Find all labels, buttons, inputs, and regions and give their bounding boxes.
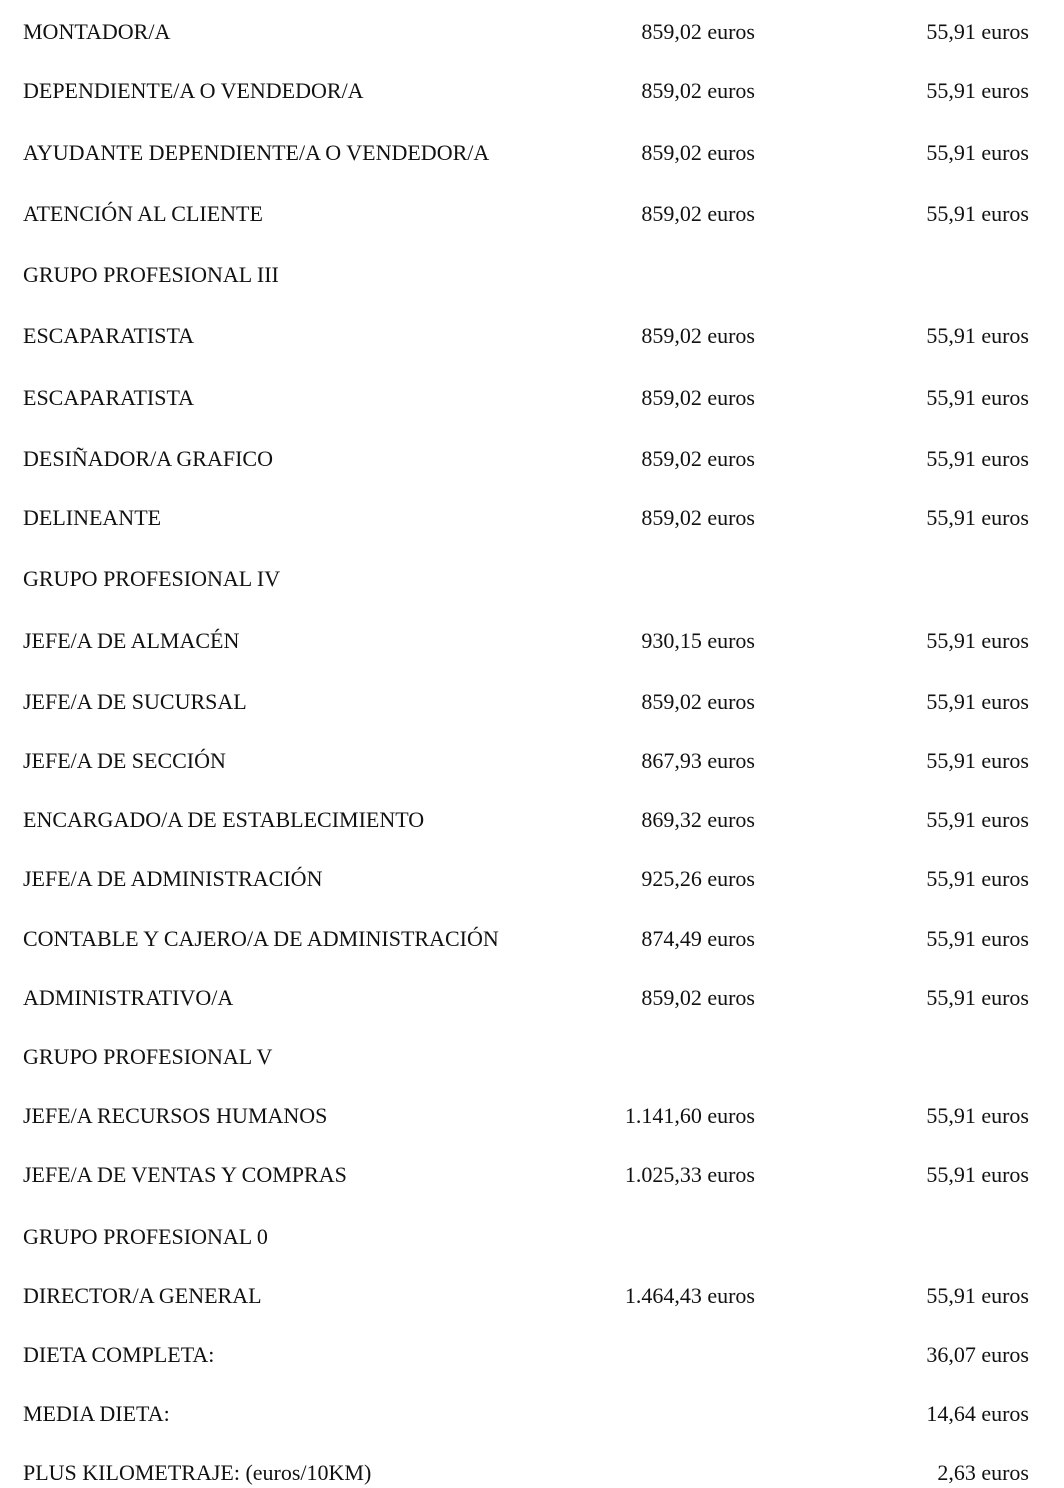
group-heading-row bbox=[0, 564, 1064, 594]
plus-value: 55,91 euros bbox=[926, 689, 1029, 714]
table-row bbox=[0, 687, 1064, 717]
allowance-label: PLUS KILOMETRAJE: (euros/10KM) bbox=[23, 1460, 372, 1485]
table-row bbox=[0, 321, 1064, 351]
category-label: DESIÑADOR/A GRAFICO bbox=[23, 446, 273, 471]
plus-value: 55,91 euros bbox=[926, 866, 1029, 891]
plus-value: 55,91 euros bbox=[926, 140, 1029, 165]
category-label: ENCARGADO/A DE ESTABLECIMIENTO bbox=[23, 807, 425, 832]
plus-value: 55,91 euros bbox=[926, 1162, 1029, 1187]
allowance-label: MEDIA DIETA: bbox=[23, 1401, 170, 1426]
table-row bbox=[0, 199, 1064, 229]
salary-value: 859,02 euros bbox=[641, 323, 755, 348]
salary-value: 869,32 euros bbox=[641, 807, 755, 832]
allowance-value: 36,07 euros bbox=[926, 1342, 1029, 1367]
category-label: JEFE/A DE VENTAS Y COMPRAS bbox=[23, 1162, 347, 1187]
plus-value: 55,91 euros bbox=[926, 446, 1029, 471]
salary-value: 874,49 euros bbox=[641, 926, 755, 951]
salary-value: 859,02 euros bbox=[641, 689, 755, 714]
plus-value: 55,91 euros bbox=[926, 19, 1029, 44]
table-row bbox=[0, 444, 1064, 474]
plus-value: 55,91 euros bbox=[926, 628, 1029, 653]
category-label: ESCAPARATISTA bbox=[23, 385, 195, 410]
salary-value: 1.464,43 euros bbox=[624, 1283, 755, 1308]
salary-value: 925,26 euros bbox=[641, 866, 755, 891]
table-row bbox=[0, 864, 1064, 894]
salary-value: 859,02 euros bbox=[641, 446, 755, 471]
table-row bbox=[0, 746, 1064, 776]
category-label: DELINEANTE bbox=[23, 505, 162, 530]
table-row bbox=[0, 383, 1064, 413]
plus-value: 55,91 euros bbox=[926, 385, 1029, 410]
table-row bbox=[0, 924, 1064, 954]
category-label: JEFE/A RECURSOS HUMANOS bbox=[23, 1103, 328, 1128]
category-label: CONTABLE Y CAJERO/A DE ADMINISTRACIÓN bbox=[23, 926, 499, 951]
category-label: ATENCIÓN AL CLIENTE bbox=[23, 201, 263, 226]
category-label: ESCAPARATISTA bbox=[23, 323, 195, 348]
table-row bbox=[0, 138, 1064, 168]
group-heading-row bbox=[0, 1042, 1064, 1072]
category-label: JEFE/A DE SECCIÓN bbox=[23, 748, 226, 773]
category-label: JEFE/A DE ALMACÉN bbox=[23, 628, 240, 653]
allowance-value: 14,64 euros bbox=[926, 1401, 1029, 1426]
category-label: MONTADOR/A bbox=[23, 19, 171, 44]
salary-value: 859,02 euros bbox=[641, 140, 755, 165]
plus-value: 55,91 euros bbox=[926, 807, 1029, 832]
salary-value: 930,15 euros bbox=[641, 628, 755, 653]
table-row bbox=[0, 1281, 1064, 1311]
allowance-row bbox=[0, 1458, 1064, 1488]
table-row bbox=[0, 17, 1064, 47]
category-label: ADMINISTRATIVO/A bbox=[23, 985, 234, 1010]
table-row bbox=[0, 1101, 1064, 1131]
plus-value: 55,91 euros bbox=[926, 201, 1029, 226]
table-row bbox=[0, 1160, 1064, 1190]
group-heading: GRUPO PROFESIONAL 0 bbox=[23, 1224, 268, 1249]
plus-value: 55,91 euros bbox=[926, 748, 1029, 773]
salary-value: 859,02 euros bbox=[641, 505, 755, 530]
plus-value: 55,91 euros bbox=[926, 505, 1029, 530]
category-label: JEFE/A DE SUCURSAL bbox=[23, 689, 247, 714]
category-label: JEFE/A DE ADMINISTRACIÓN bbox=[23, 866, 323, 891]
table-row bbox=[0, 503, 1064, 533]
allowance-label: DIETA COMPLETA: bbox=[23, 1342, 215, 1367]
allowance-value: 2,63 euros bbox=[937, 1460, 1029, 1485]
category-label: DEPENDIENTE/A O VENDEDOR/A bbox=[23, 78, 364, 103]
allowance-row bbox=[0, 1340, 1064, 1370]
group-heading: GRUPO PROFESIONAL IV bbox=[23, 566, 281, 591]
plus-value: 55,91 euros bbox=[926, 1283, 1029, 1308]
category-label: AYUDANTE DEPENDIENTE/A O VENDEDOR/A bbox=[23, 140, 490, 165]
allowance-row bbox=[0, 1399, 1064, 1429]
salary-value: 859,02 euros bbox=[641, 385, 755, 410]
group-heading-row bbox=[0, 260, 1064, 290]
table-row bbox=[0, 805, 1064, 835]
table-row bbox=[0, 76, 1064, 106]
salary-value: 859,02 euros bbox=[641, 985, 755, 1010]
group-heading: GRUPO PROFESIONAL III bbox=[23, 262, 279, 287]
plus-value: 55,91 euros bbox=[926, 985, 1029, 1010]
salary-value: 859,02 euros bbox=[641, 78, 755, 103]
table-row bbox=[0, 626, 1064, 656]
table-row bbox=[0, 983, 1064, 1013]
group-heading: GRUPO PROFESIONAL V bbox=[23, 1044, 273, 1069]
category-label: DIRECTOR/A GENERAL bbox=[23, 1283, 262, 1308]
salary-value: 1.025,33 euros bbox=[624, 1162, 755, 1187]
plus-value: 55,91 euros bbox=[926, 323, 1029, 348]
plus-value: 55,91 euros bbox=[926, 78, 1029, 103]
salary-value: 1.141,60 euros bbox=[624, 1103, 755, 1128]
plus-value: 55,91 euros bbox=[926, 926, 1029, 951]
group-heading-row bbox=[0, 1222, 1064, 1252]
salary-value: 859,02 euros bbox=[641, 19, 755, 44]
salary-value: 859,02 euros bbox=[641, 201, 755, 226]
plus-value: 55,91 euros bbox=[926, 1103, 1029, 1128]
salary-value: 867,93 euros bbox=[641, 748, 755, 773]
